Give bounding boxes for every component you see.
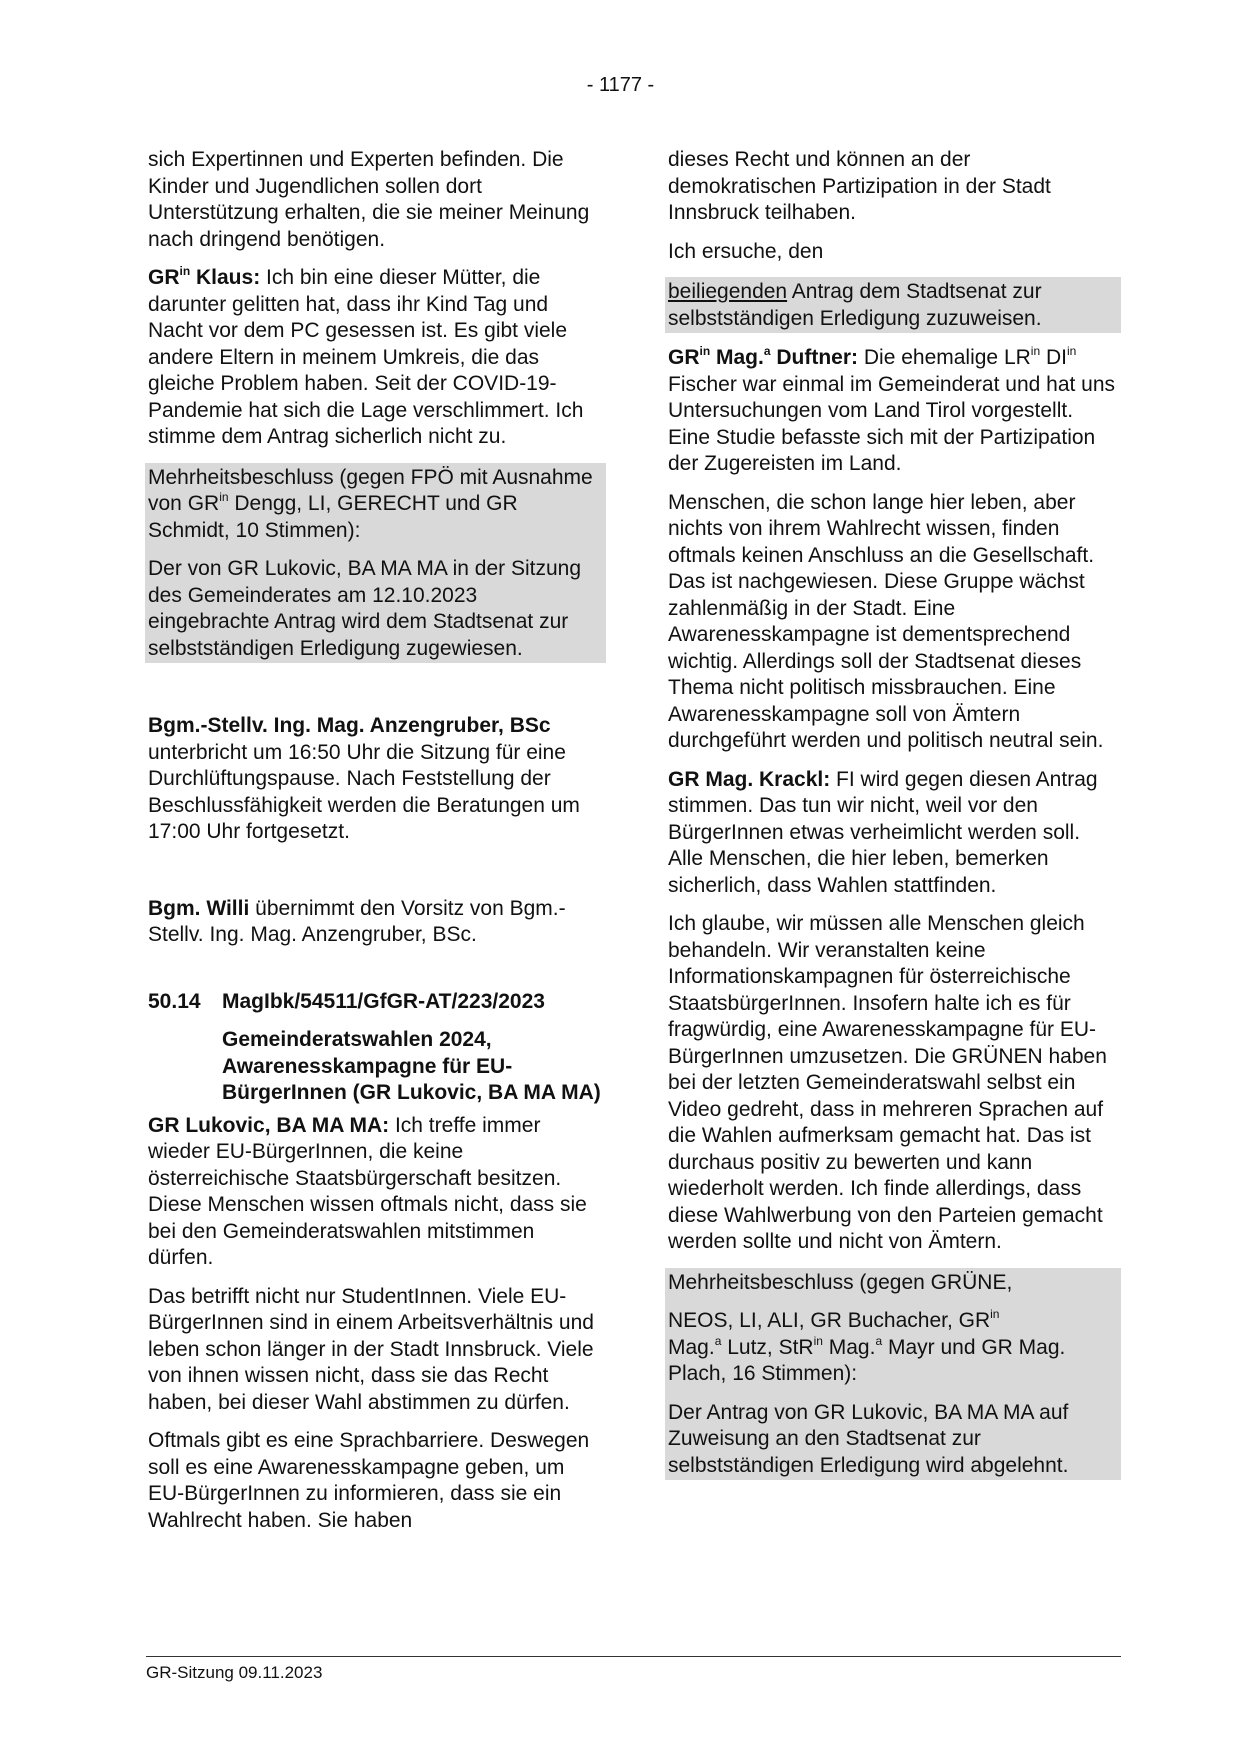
vote-result-block bbox=[145, 463, 606, 664]
speech-krackl: GR Mag. Krackl: FI wird gegen diesen Antrag stimmen. Das tun wir nicht, weil vor den BürgerInnen etwas verheimlicht werden soll. Alle Menschen, die hier leben, bemerken sicherlich, dass Wahlen stattfinden. bbox=[668, 767, 1098, 897]
right-column bbox=[668, 147, 1118, 1480]
paragraph: Ich ersuche, den bbox=[668, 239, 824, 263]
speaker-name: $GR^{in}$ Klaus: bbox=[148, 264, 261, 289]
vote-result-block bbox=[665, 1268, 1121, 1481]
paragraph: Ich glaube, wir müssen alle Menschen gleich behandeln. Wir veranstalten keine Informationskampagnen für österreichische StaatsbürgerInnen. Insofern halte ich es für fragwürdig, eine Awarenesskampagne für EU-BürgerInnen umzusetzen. Die GRÜNEN haben bei der letzten Gemeinderatswahl selbst ein Video gedreht, dass in mehreren Sprachen auf die Wahlen aufmerksam gemacht hat. Das ist durchaus positiv zu bewerten und kann wiederholt werden. Ich finde allerdings, dass diese Wahlwerbung von den Parteien gemacht werden sollte und nicht von Ämtern. bbox=[668, 912, 1107, 1253]
left-column bbox=[148, 147, 603, 1546]
footer-text: GR-Sitzung 09.11.2023 bbox=[146, 1663, 323, 1682]
vote-statement: Mehrheitsbeschluss (gegen FPÖ mit Ausnahme von $GR^{in}$ Dengg, LI, GERECHT und GR Schmidt, 10 Stimmen): bbox=[148, 465, 593, 542]
vote-statement: Mehrheitsbeschluss (gegen GRÜNE, bbox=[668, 1270, 1013, 1294]
speaker-name: Bgm.-Stellv. Ing. Mag. Anzengruber, BSc bbox=[148, 714, 551, 737]
motion-text: beiliegenden Antrag dem Stadtsenat zur selbstständigen Erledigung zuzuweisen. bbox=[668, 280, 1042, 330]
agenda-item-code: MagIbk/54511/GfGR-AT/223/2023 bbox=[222, 989, 545, 1013]
agenda-item-heading bbox=[148, 989, 603, 1016]
paragraph: dieses Recht und können an der demokratischen Partizipation in der Stadt Innsbruck teilhaben. bbox=[668, 148, 1051, 224]
chair-change-note: Bgm. Willi übernimmt den Vorsitz von Bgm.-Stellv. Ing. Mag. Anzengruber, BSc. bbox=[148, 896, 566, 946]
paragraph: Das betrifft nicht nur StudentInnen. Viele EU-BürgerInnen sind in einem Arbeitsverhältnis und leben schon länger in der Stadt Innsbruck. Viele von ihnen wissen nicht, dass sie das Recht haben, bei dieser Wahl abstimmen zu dürfen. bbox=[148, 1284, 594, 1414]
speaker-name: GR Lukovic, BA MA MA: bbox=[148, 1113, 390, 1137]
page-footer bbox=[146, 1656, 1121, 1683]
paragraph: Menschen, die schon lange hier leben, aber nichts von ihrem Wahlrecht wissen, finden oftmals keinen Anschluss an die Gesellschaft. Das ist nachgewiesen. Diese Gruppe wächst zahlenmäßig in der Stadt. Eine Awarenesskampagne ist dementsprechend wichtig. Allerdings soll der Stadtsenat dieses Thema nicht politisch missbrauchen. Eine Awarenesskampagne soll von Ämtern durchgeführt werden und politisch neutral sein. bbox=[668, 490, 1104, 752]
decision-text: Der von GR Lukovic, BA MA MA in der Sitzung des Gemeinderates am 12.10.2023 eingebrachte Antrag wird dem Stadtsenat zur selbstständigen Erledigung zugewiesen. bbox=[148, 557, 582, 660]
vote-statement-continued: NEOS, LI, ALI, GR Buchacher, $GR^{in}$ Mag.$^a$ Lutz, StR$^{in}$ Mag.$^a$ Mayr und GR Mag. Plach, 16 Stimmen): bbox=[668, 1307, 1066, 1385]
underlined-word: beiliegenden bbox=[668, 280, 788, 303]
speaker-name: GR Mag. Krackl: bbox=[668, 767, 831, 791]
speaker-name: $GR^{in}$ Mag.$^a$ Duftner: bbox=[668, 344, 859, 369]
speech-duftner: $GR^{in}$ Mag.$^a$ Duftner: Die ehemalige $LR^{in}$ $DI^{in}$ Fischer war einmal im Gemeinderat und hat uns Untersuchungen vom Land Tirol vorgestellt. Eine Studie befasste sich mit der Partizipation der Zugereisten im Land. bbox=[668, 344, 1116, 475]
speaker-name: Bgm. Willi bbox=[148, 896, 250, 920]
speech-lukovic: GR Lukovic, BA MA MA: Ich treffe immer wieder EU-BürgerInnen, die keine österreichische Staatsbürgerschaft besitzen. Diese Menschen wissen oftmals nicht, dass sie bei den Gemeinderatswahlen mitstimmen dürfen. bbox=[148, 1113, 587, 1269]
motion-block bbox=[665, 277, 1121, 333]
speech-klaus: $GR^{in}$ Klaus: Ich bin eine dieser Mütter, die darunter gelitten hat, dass ihr Kind Tag und Nacht vor dem PC gesessen ist. Es gibt viele andere Eltern in meinem Umkreis, die das gleiche Problem haben. Seit der COVID-19-Pandemie hat sich die Lage verschlimmert. Ich stimme dem Antrag sicherlich nicht zu. bbox=[148, 264, 584, 448]
paragraph: Oftmals gibt es eine Sprachbarriere. Deswegen soll es eine Awarenesskampagne geben, um EU-BürgerInnen zu informieren, dass sie ein Wahlrecht haben. Sie haben bbox=[148, 1429, 590, 1532]
paragraph: sich Expertinnen und Experten befinden. Die Kinder und Jugendlichen sollen dort Unterstützung erhalten, die sie meiner Meinung nach dringend benötigen. bbox=[148, 148, 590, 251]
session-break-note: Bgm.-Stellv. Ing. Mag. Anzengruber, BSc unterbricht um 16:50 Uhr die Sitzung für eine Durchlüftungspause. Nach Feststellung der Beschlussfähigkeit werden die Beratungen um 17:00 Uhr fortgesetzt. bbox=[148, 714, 580, 843]
agenda-item-number: 50.14 bbox=[148, 989, 201, 1013]
agenda-item-title: Gemeinderatswahlen 2024, Awarenesskampagne für EU-BürgerInnen (GR Lukovic, BA MA MA) bbox=[222, 1028, 601, 1104]
page-number: - 1177 - bbox=[586, 74, 655, 96]
decision-text: Der Antrag von GR Lukovic, BA MA MA auf Zuweisung an den Stadtsenat zur selbstständigen Erledigung wird abgelehnt. bbox=[668, 1400, 1069, 1477]
